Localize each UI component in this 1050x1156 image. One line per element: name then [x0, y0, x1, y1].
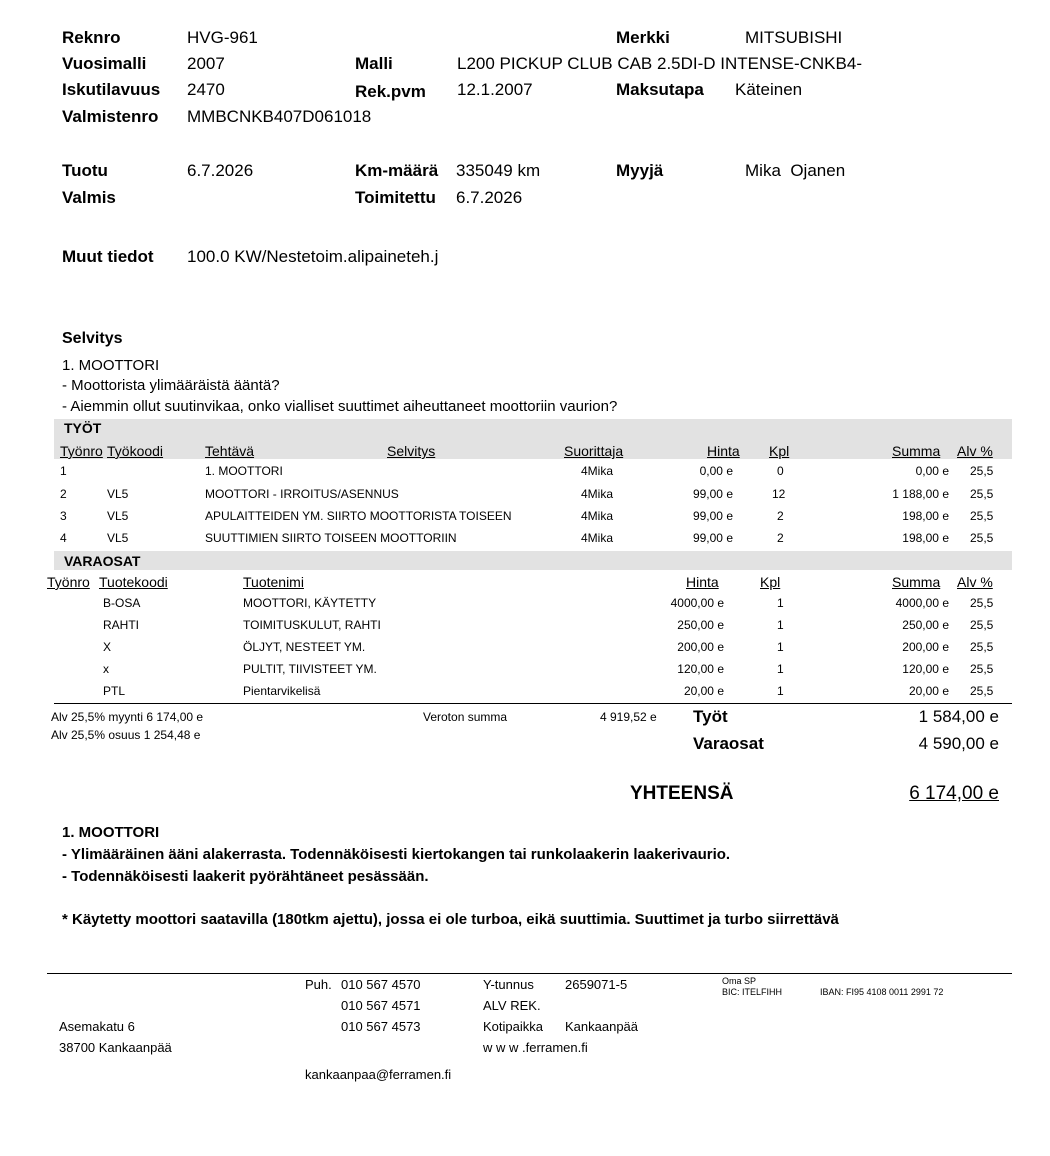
varaosat-row-alv: 25,5 — [970, 596, 994, 610]
tyot-title: TYÖT — [64, 420, 102, 436]
tyot-total-value: 1 584,00 e — [918, 707, 999, 726]
iskutilavuus-label: Iskutilavuus — [62, 80, 161, 99]
note-line: 1. MOOTTORI — [62, 824, 160, 841]
col-kpl: Kpl — [760, 574, 781, 590]
tyot-row-summa: 0,00 e — [915, 464, 949, 478]
varaosat-total-value: 4 590,00 e — [918, 734, 999, 753]
malli-label: Malli — [355, 54, 393, 73]
varaosat-row-kpl: 1 — [777, 684, 784, 698]
varaosat-row-koodi: B-OSA — [103, 596, 141, 610]
alv-rek: ALV REK. — [483, 998, 541, 1013]
col-summa: Summa — [892, 443, 941, 459]
varaosat-row-nimi: ÖLJYT, NESTEET YM. — [243, 640, 366, 654]
tuotu-value: 6.7.2026 — [187, 161, 254, 180]
puh-label: Puh. — [305, 977, 332, 992]
col-tuotenimi: Tuotenimi — [243, 574, 304, 590]
varaosat-header-band — [54, 551, 1012, 570]
tyot-row-alv: 25,5 — [970, 464, 994, 478]
bank-iban: IBAN: FI95 4108 0011 2991 72 — [820, 987, 944, 997]
ytunnus-value: 2659071-5 — [565, 977, 628, 992]
tyot-row-hinta: 99,00 e — [692, 531, 733, 545]
ytunnus-label: Y-tunnus — [483, 977, 534, 992]
yhteensa-value: 6 174,00 e — [909, 783, 999, 804]
tyot-row-nro: 1 — [60, 464, 67, 478]
varaosat-row-summa: 200,00 e — [902, 640, 949, 654]
merkki-value: MITSUBISHI — [745, 28, 843, 47]
col-tyonro: Työnro — [60, 443, 103, 459]
note-line: - Todennäköisesti laakerit pyörähtäneet pesässään. — [62, 868, 429, 885]
bank-bic: BIC: ITELFIHH — [722, 987, 783, 997]
varaosat-row-summa: 120,00 e — [902, 662, 949, 676]
iskutilavuus-value: 2470 — [187, 80, 225, 99]
tyot-row-kpl: 2 — [777, 531, 784, 545]
valmis-label: Valmis — [62, 188, 116, 207]
tyot-row-nro: 3 — [60, 509, 67, 523]
bank-name: Oma SP — [722, 976, 757, 986]
puh-value: 010 567 4571 — [341, 998, 421, 1013]
varaosat-row-alv: 25,5 — [970, 662, 994, 676]
alv-myynti: Alv 25,5% myynti 6 174,00 e — [51, 710, 204, 724]
footer-divider — [47, 973, 1012, 974]
note-line: * Käytetty moottori saatavilla (180tkm ajettu), jossa ei ole turboa, eikä suuttimia. Suuttimet ja turbo siirrettävä — [62, 911, 839, 928]
varaosat-row-nimi: PULTIT, TIIVISTEET YM. — [243, 662, 377, 676]
col-selvitys: Selvitys — [387, 443, 436, 459]
muut-label: Muut tiedot — [62, 247, 154, 266]
veroton-value: 4 919,52 e — [600, 710, 657, 724]
col-suorittaja: Suorittaja — [564, 443, 624, 459]
tyot-row-kpl: 12 — [772, 487, 786, 501]
varaosat-row-kpl: 1 — [777, 640, 784, 654]
col-summa: Summa — [892, 574, 941, 590]
www: w w w .ferramen.fi — [483, 1040, 588, 1055]
col-hinta: Hinta — [686, 574, 719, 590]
tyot-row-hinta: 99,00 e — [692, 487, 733, 501]
varaosat-row-kpl: 1 — [777, 662, 784, 676]
kotipaikka-label: Kotipaikka — [483, 1019, 543, 1034]
tyot-row-suorittaja: 4Mika — [581, 487, 614, 501]
tyot-row-koodi: VL5 — [107, 509, 129, 523]
vuosimalli-label: Vuosimalli — [62, 54, 147, 73]
col-tehtava: Tehtävä — [205, 443, 255, 459]
myyja-label: Myyjä — [616, 161, 664, 180]
tyot-row-tehtava: MOOTTORI - IRROITUS/ASENNUS — [205, 487, 399, 501]
col-alv: Alv % — [957, 574, 993, 590]
col-kpl: Kpl — [769, 443, 790, 459]
alv-osuus: Alv 25,5% osuus 1 254,48 e — [51, 728, 201, 742]
puh-value: 010 567 4570 — [341, 977, 421, 992]
varaosat-row-koodi: x — [103, 662, 109, 676]
tyot-row-nro: 2 — [60, 487, 67, 501]
tyot-header-band — [54, 419, 1012, 459]
table-divider — [54, 703, 1012, 704]
tyot-total-label: Työt — [693, 707, 728, 726]
col-alv: Alv % — [957, 443, 993, 459]
malli-value: L200 PICKUP CLUB CAB 2.5DI-D INTENSE-CNKB4- — [457, 54, 862, 73]
varaosat-row-koodi: PTL — [103, 684, 126, 698]
maksutapa-value: Käteinen — [735, 80, 803, 99]
tyot-row-summa: 1 188,00 e — [892, 487, 949, 501]
valmistenro-label: Valmistenro — [62, 107, 159, 126]
tyot-row-hinta: 99,00 e — [692, 509, 733, 523]
rekpvm-value: 12.1.2007 — [457, 80, 533, 99]
tuotu-label: Tuotu — [62, 161, 108, 180]
reknro-value: HVG-961 — [187, 28, 258, 47]
varaosat-row-alv: 25,5 — [970, 684, 994, 698]
varaosat-row-hinta: 20,00 e — [683, 684, 724, 698]
tyot-row-hinta: 0,00 e — [699, 464, 733, 478]
varaosat-row-alv: 25,5 — [970, 640, 994, 654]
varaosat-title: VARAOSAT — [64, 553, 141, 569]
veroton-label: Veroton summa — [423, 710, 508, 724]
address-line: Asemakatu 6 — [59, 1019, 135, 1034]
varaosat-row-alv: 25,5 — [970, 618, 994, 632]
kotipaikka-value: Kankaanpää — [565, 1019, 639, 1034]
toimitettu-value: 6.7.2026 — [456, 188, 523, 207]
col-tyokoodi: Työkoodi — [107, 443, 164, 459]
puh-value: 010 567 4573 — [341, 1019, 421, 1034]
selvitys-line: - Moottorista ylimääräistä ääntä? — [62, 377, 280, 394]
maksutapa-label: Maksutapa — [616, 80, 704, 99]
km-label: Km-määrä — [355, 161, 439, 180]
address-line: 38700 Kankaanpää — [59, 1040, 172, 1055]
km-value: 335049 km — [456, 161, 541, 180]
tyot-row-koodi: VL5 — [107, 487, 129, 501]
rekpvm-label: Rek.pvm — [355, 82, 426, 101]
merkki-label: Merkki — [616, 28, 670, 47]
varaosat-row-nimi: Pientarvikelisä — [243, 684, 321, 698]
varaosat-row-kpl: 1 — [777, 596, 784, 610]
varaosat-row-hinta: 120,00 e — [677, 662, 724, 676]
selvitys-line: 1. MOOTTORI — [62, 357, 160, 374]
varaosat-row-summa: 4000,00 e — [895, 596, 949, 610]
reknro-label: Reknro — [62, 28, 121, 47]
note-line: - Ylimääräinen ääni alakerrasta. Todennäköisesti kiertokangen tai runkolaakerin laakerivaurio. — [62, 846, 731, 863]
varaosat-row-hinta: 250,00 e — [677, 618, 724, 632]
tyot-row-suorittaja: 4Mika — [581, 509, 614, 523]
vuosimalli-value: 2007 — [187, 54, 225, 73]
selvitys-line: - Aiemmin ollut suutinvikaa, onko vialliset suuttimet aiheuttaneet moottoriin vaurion? — [62, 398, 618, 415]
tyot-row-kpl: 0 — [777, 464, 784, 478]
varaosat-row-nimi: MOOTTORI, KÄYTETTY — [243, 596, 377, 610]
tyot-row-summa: 198,00 e — [902, 531, 949, 545]
tyot-row-alv: 25,5 — [970, 531, 994, 545]
varaosat-row-koodi: X — [103, 640, 112, 654]
tyot-row-tehtava: APULAITTEIDEN YM. SIIRTO MOOTTORISTA TOISEEN — [205, 509, 512, 523]
varaosat-row-nimi: TOIMITUSKULUT, RAHTI — [243, 618, 381, 632]
varaosat-row-hinta: 200,00 e — [677, 640, 724, 654]
valmistenro-value: MMBCNKB407D061018 — [187, 107, 372, 126]
tyot-row-suorittaja: 4Mika — [581, 531, 614, 545]
tyot-row-koodi: VL5 — [107, 531, 129, 545]
email: kankaanpaa@ferramen.fi — [305, 1067, 452, 1082]
toimitettu-label: Toimitettu — [355, 188, 436, 207]
tyot-row-kpl: 2 — [777, 509, 784, 523]
tyot-row-alv: 25,5 — [970, 509, 994, 523]
varaosat-total-label: Varaosat — [693, 734, 764, 753]
tyot-row-tehtava: SUUTTIMIEN SIIRTO TOISEEN MOOTTORIIN — [205, 531, 457, 545]
col-hinta: Hinta — [707, 443, 740, 459]
tyot-row-suorittaja: 4Mika — [581, 464, 614, 478]
selvitys-title: Selvitys — [62, 330, 123, 347]
muut-value: 100.0 KW/Nestetoim.alipaineteh.j — [187, 247, 439, 266]
varaosat-row-summa: 20,00 e — [908, 684, 949, 698]
varaosat-row-kpl: 1 — [777, 618, 784, 632]
tyot-row-alv: 25,5 — [970, 487, 994, 501]
tyot-row-nro: 4 — [60, 531, 67, 545]
yhteensa-label: YHTEENSÄ — [630, 783, 734, 804]
varaosat-row-koodi: RAHTI — [103, 618, 139, 632]
varaosat-row-summa: 250,00 e — [902, 618, 949, 632]
col-tuotekoodi: Tuotekoodi — [99, 574, 168, 590]
varaosat-row-hinta: 4000,00 e — [670, 596, 724, 610]
tyot-row-summa: 198,00 e — [902, 509, 949, 523]
col-tyonro: Työnro — [47, 574, 90, 590]
myyja-value: Mika Ojanen — [745, 161, 846, 180]
tyot-row-tehtava: 1. MOOTTORI — [205, 464, 283, 478]
